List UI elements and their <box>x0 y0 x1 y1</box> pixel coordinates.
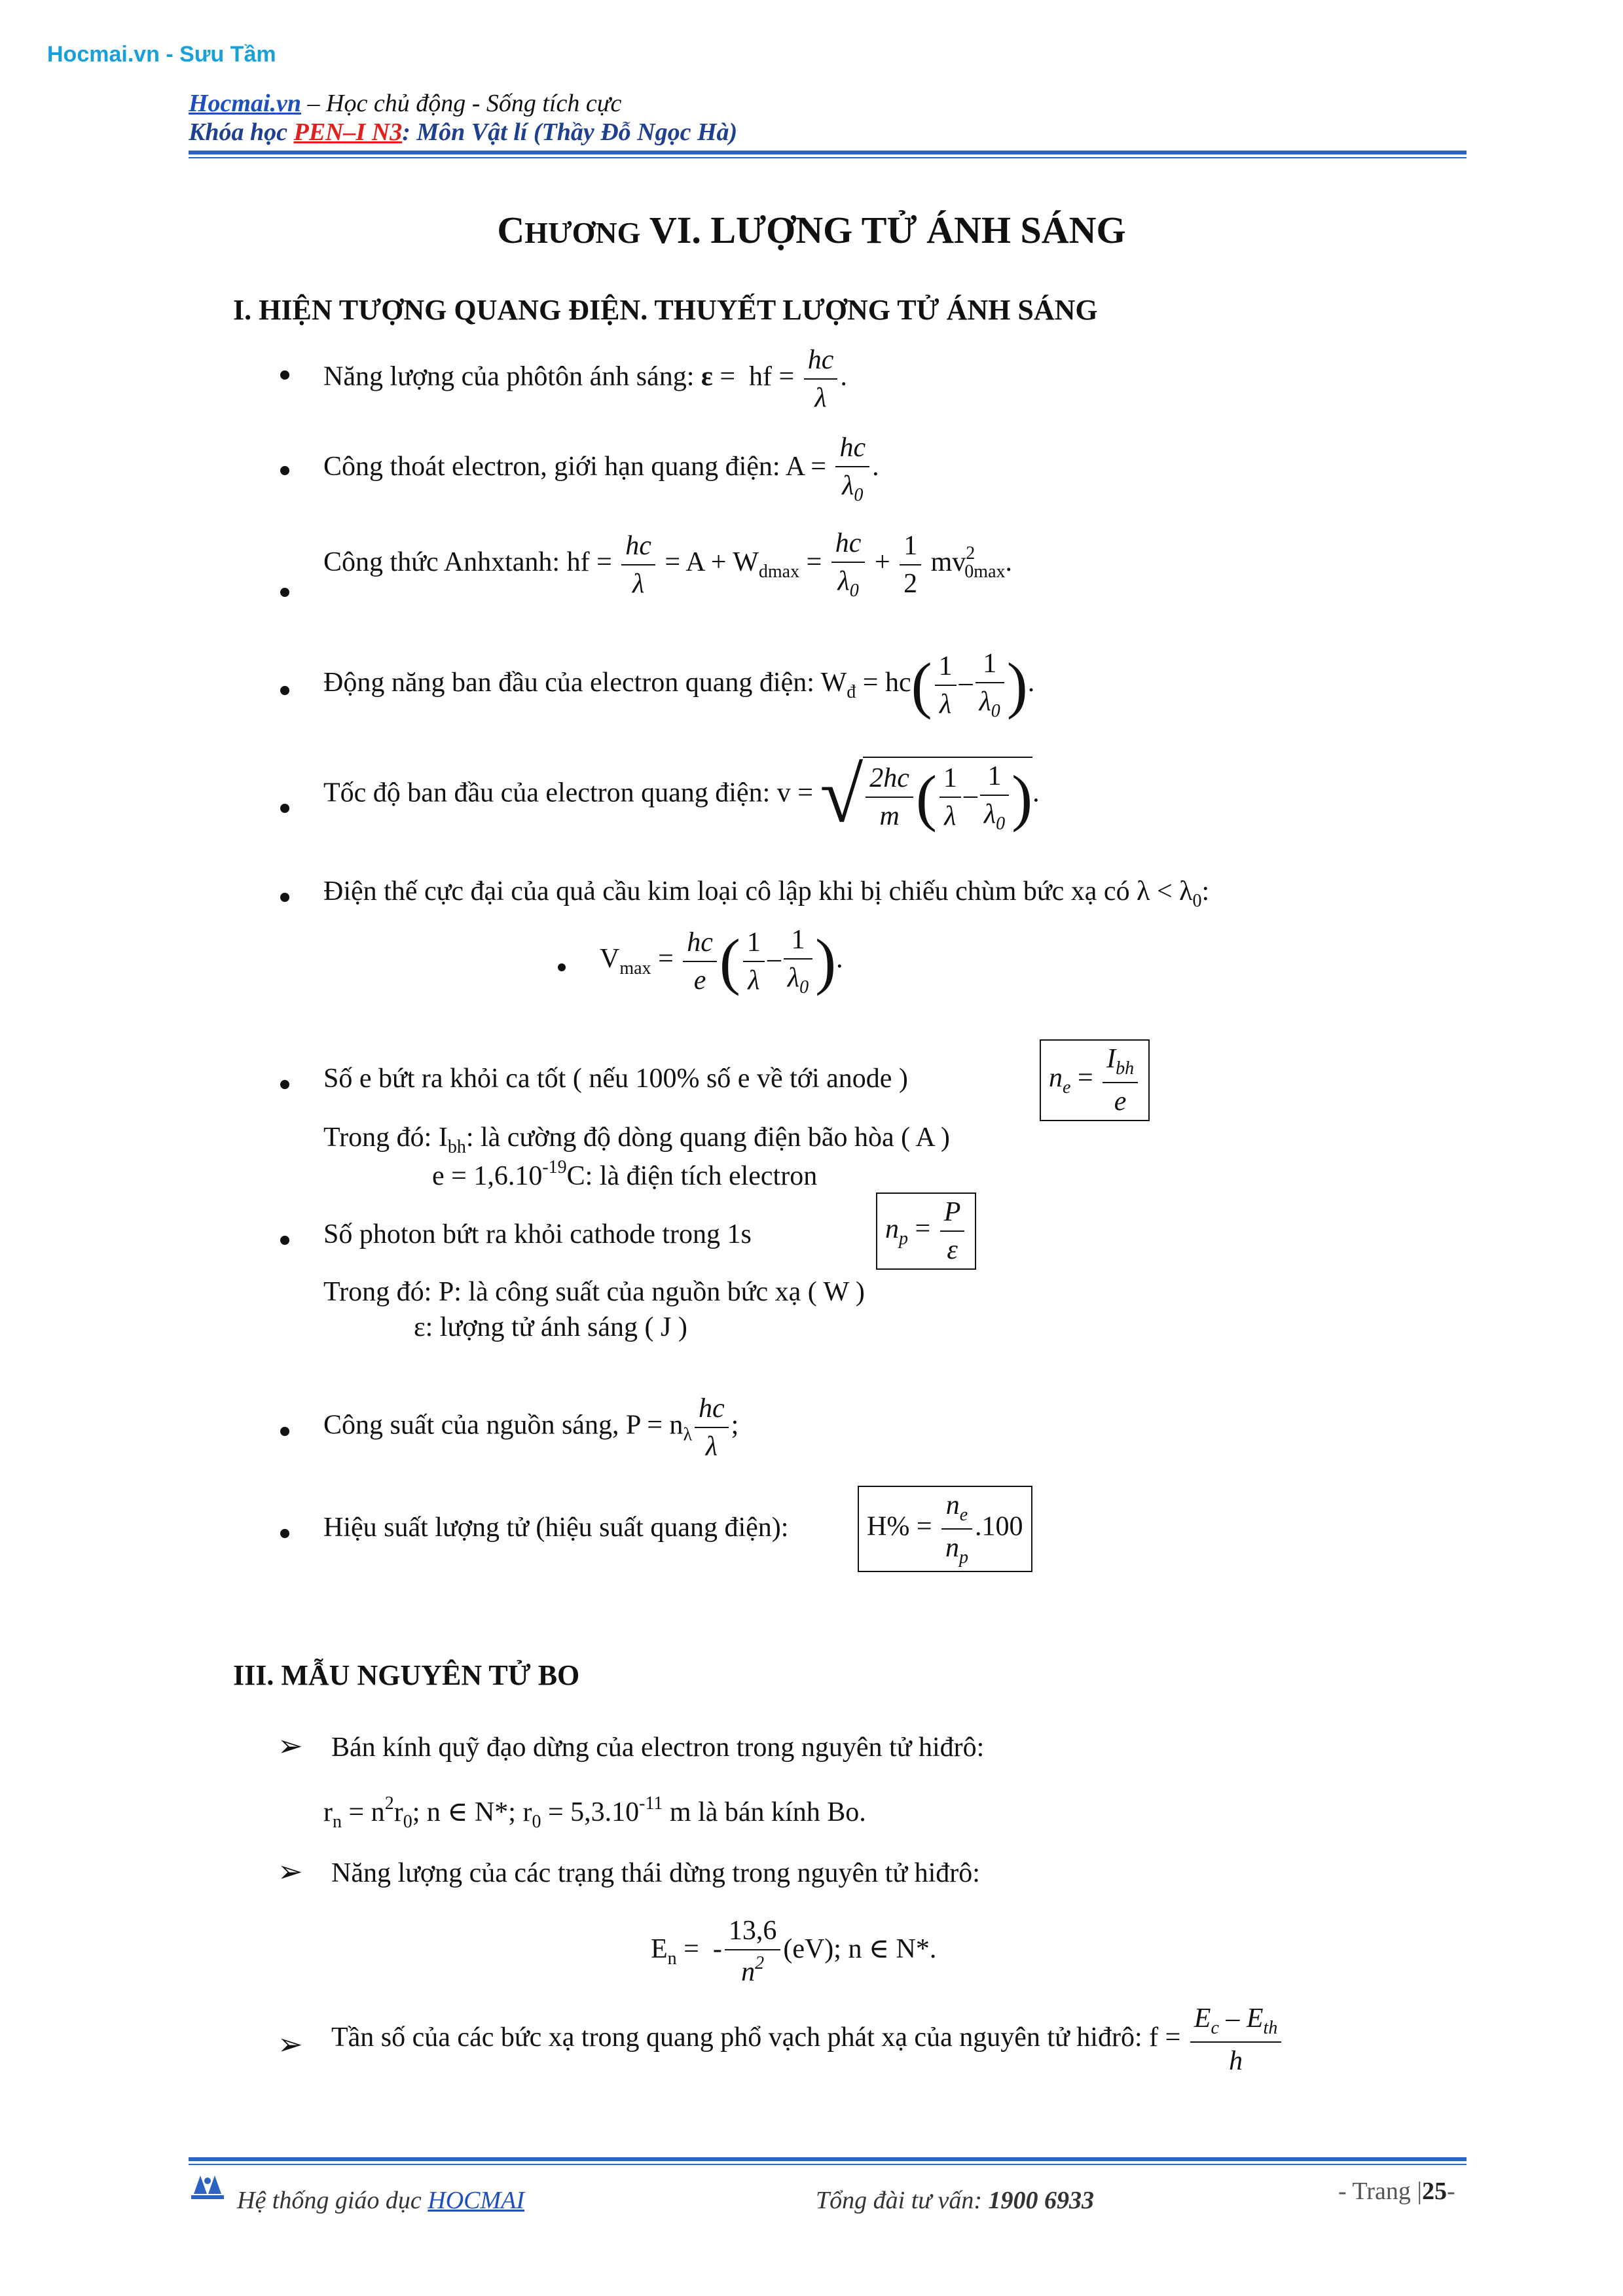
site-link[interactable]: Hocmai.vn <box>189 90 302 117</box>
photon-energy: Năng lượng của phôtôn ánh sáng: ε = hf = $\frac{hc}{\lambda}$ . <box>323 345 847 413</box>
course-prefix: Khóa học <box>189 118 294 146</box>
bullet <box>558 963 566 971</box>
bullet <box>280 466 289 475</box>
bullet <box>280 370 289 380</box>
arrow-bullet-icon: ➢ <box>278 1855 303 1888</box>
max-potential-text: Điện thế cực đại của quả cầu kim loại cô lập khi bị chiếu chùm bức xạ có $\lambda < \lambda_0$: <box>323 876 1210 911</box>
bullet <box>280 686 289 695</box>
bohr-radius-text: Bán kính quỹ đạo dừng của electron trong nguyên tử hiđrô: <box>331 1732 985 1763</box>
arrow-bullet-icon: ➢ <box>278 1729 303 1763</box>
bullet <box>280 1236 289 1245</box>
header-rule-thin <box>189 157 1467 158</box>
note-power: Trong đó: P: là công suất của nguồn bức xạ ( W ) <box>323 1277 865 1307</box>
header-line-2 <box>189 118 737 147</box>
course-code[interactable]: PEN–I N3 <box>293 118 403 146</box>
quantum-efficiency-text: Hiệu suất lượng tử (hiệu suất quang điện): <box>323 1513 789 1543</box>
watermark: Hocmai.vn - Sưu Tầm <box>47 42 276 67</box>
ne-formula-box: $n_e$ = $\frac{I_{bh}}{e}$ <box>1040 1039 1150 1121</box>
np-formula-box: $n_p$ = $\frac{P}{\varepsilon}$ <box>876 1193 976 1270</box>
page-number: - Trang |25- <box>1338 2178 1455 2205</box>
efficiency-formula-box: H% = $\frac{n_e}{n_p}$ .100 <box>858 1486 1032 1572</box>
bullet <box>280 893 289 902</box>
vmax-formula: $V_{max}$ = $\frac{hc}{e}$ ( $\frac{1}{\lambda}$ – $\frac{1}{\lambda_0}$ ). <box>600 925 843 997</box>
kinetic-energy: Động năng ban đầu của electron quang điện: $W_đ = hc$( $\frac{1}{\lambda}$ – $\frac{1}{\lambda_0}$ ). <box>323 649 1035 721</box>
course-rest: : Môn Vật lí <box>402 118 534 146</box>
arrow-bullet-icon: ➢ <box>278 2028 303 2061</box>
bullet <box>280 804 289 813</box>
note-ibh: Trong đó: $I_{bh}$: là cường độ dòng quang điện bão hòa ( A ) <box>323 1122 950 1157</box>
footer-left: Hệ thống giáo dục HOCMAI <box>237 2187 525 2214</box>
note-epsilon: ε: lượng tử ánh sáng ( J ) <box>414 1312 687 1342</box>
frequency-line: Tần số của các bức xạ trong quang phổ vạch phát xạ của nguyên tử hiđrô: f = $\frac{E_c - E_{th}}{h}$ <box>331 2003 1284 2077</box>
hocmai-logo-icon <box>189 2172 227 2204</box>
source-power: Công suất của nguồn sáng, $P = n_\lambda$ $\frac{hc}{\lambda}$ ; <box>323 1393 739 1462</box>
footer-rule-thick <box>189 2157 1467 2161</box>
section-1-heading: I. HIỆN TƯỢNG QUANG ĐIỆN. THUYẾT LƯỢNG TỬ ÁNH SÁNG <box>233 294 1098 326</box>
work-function: Công thoát electron, giới hạn quang điện: A = $\frac{hc}{\lambda_0}$ . <box>323 433 879 505</box>
footer-middle: Tổng đài tư vấn: 1900 6933 <box>816 2187 1094 2214</box>
slogan: – Học chủ động - Sống tích cực <box>301 90 622 117</box>
initial-speed: Tốc độ ban đầu của electron quang điện: v = √ $\frac{2hc}{m}$ ( $\frac{1}{\lambda}$ – $\frac{1}{\lambda_0}$ ). <box>323 751 1040 838</box>
page-title: CHƯƠNG VI. LƯỢNG TỬ ÁNH SÁNG <box>497 209 1126 251</box>
teacher: (Thầy Đỗ Ngọc Hà) <box>533 118 738 146</box>
photon-count-text: Số photon bứt ra khỏi cathode trong 1s <box>323 1219 752 1249</box>
energy-levels-text: Năng lượng của các trạng thái dừng trong nguyên tử hiđrô: <box>331 1858 980 1888</box>
bullet <box>280 1080 289 1089</box>
header-line-1 <box>189 89 621 118</box>
energy-levels-formula: $E_n$ = - $\frac{13,6}{n^2}$ (eV); n ∈ N*. <box>651 1916 937 1987</box>
footer-hocmai-link[interactable]: HOCMAI <box>428 2187 525 2214</box>
footer-rule-thin <box>189 2164 1467 2165</box>
bohr-radius-formula: $r_n = n^2r_0$; n ∈ N*; $r_0 = 5,3.10^{-11}$ m là bán kính Bo. <box>323 1793 866 1832</box>
electron-count-text: Số e bứt ra khỏi ca tốt ( nếu 100% số e về tới anode ) <box>323 1064 908 1094</box>
bullet <box>280 1529 289 1538</box>
note-e-charge: $e = 1,6.10^{-19}C$: là điện tích electron <box>432 1157 818 1191</box>
bullet <box>280 588 289 597</box>
bullet <box>280 1427 289 1436</box>
header-rule-thick <box>189 151 1467 154</box>
einstein-formula: Công thức Anhxtanh: hf = $\frac{hc}{\lambda}$ = $A + W_{dmax}$ = $\frac{hc}{\lambda_0}$ + $\frac{1}{2}$ $mv^2_{0max}$. <box>323 528 1013 601</box>
section-3-heading: III. MẪU NGUYÊN TỬ BO <box>233 1659 580 1691</box>
